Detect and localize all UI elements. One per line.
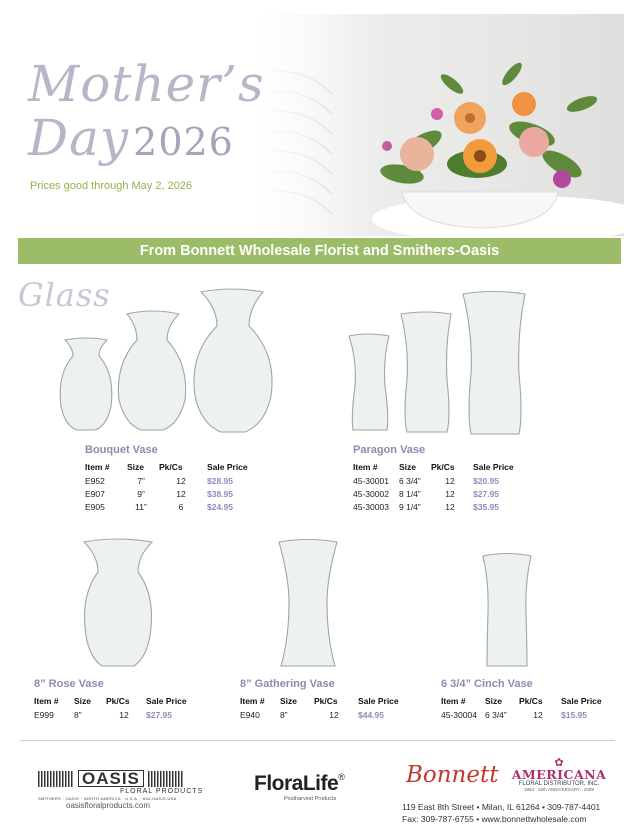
product-cinch-vase <box>441 678 606 723</box>
size-cell: 8 1/4” <box>399 489 421 499</box>
product-table <box>240 696 403 723</box>
price-cell: $28.95 <box>207 476 233 486</box>
col-price: Sale Price <box>358 696 399 706</box>
item-cell: E940 <box>240 710 260 720</box>
floralife-logo-icon: FloraLife <box>254 772 339 795</box>
banner: From Bonnett Wholesale Florist and Smithers-Oasis <box>18 238 621 264</box>
floralife-reg: ® <box>338 772 345 782</box>
address-line2: Fax: 309-787-6755 • www.bonnettwholesale.com <box>402 814 587 824</box>
item-cell: E907 <box>85 489 105 499</box>
col-item: Item # <box>353 462 378 472</box>
price-cell: $20.95 <box>473 476 499 486</box>
item-cell: E952 <box>85 476 105 486</box>
col-price: Sale Price <box>207 462 248 472</box>
col-size: Size <box>485 696 503 706</box>
section-title: Glass <box>18 276 111 314</box>
table-row <box>353 502 518 515</box>
product-name: Bouquet Vase <box>85 444 158 456</box>
americana-wordmark: AMERICANA <box>511 767 607 782</box>
pack-cell: 12 <box>445 476 455 486</box>
bouquet-vase-illustration <box>55 288 285 438</box>
product-paragon-vase <box>353 444 518 515</box>
oasis-logo <box>38 770 238 801</box>
col-pack: Pk/Cs <box>519 696 543 706</box>
col-pack: Pk/Cs <box>314 696 338 706</box>
col-price: Sale Price <box>146 696 187 706</box>
table-row <box>85 476 252 489</box>
item-cell: 45-30002 <box>353 489 389 499</box>
price-cell: $38.95 <box>207 489 233 499</box>
col-pack: Pk/Cs <box>159 462 183 472</box>
product-table <box>441 696 606 723</box>
price-cell: $27.95 <box>473 489 499 499</box>
table-row <box>34 710 191 723</box>
size-cell: 8” <box>280 710 288 720</box>
paragon-vase-illustration <box>345 290 530 440</box>
title-line2: Day <box>28 109 130 167</box>
rose-vase-illustration <box>78 538 158 668</box>
pack-cell: 6 <box>178 502 184 512</box>
item-cell: E999 <box>34 710 54 720</box>
size-cell: 8” <box>74 710 82 720</box>
flower-arrangement-photo <box>262 14 624 236</box>
col-size: Size <box>74 696 92 706</box>
product-table <box>85 462 252 515</box>
product-table <box>34 696 191 723</box>
size-cell: 6 3/4” <box>485 710 507 720</box>
size-cell: 11” <box>135 502 147 512</box>
americana-logo-icon <box>500 756 618 792</box>
item-cell: 45-30004 <box>441 710 477 720</box>
col-item: Item # <box>441 696 466 706</box>
title-year: 2026 <box>133 120 234 164</box>
col-pack: Pk/Cs <box>106 696 130 706</box>
prices-note: Prices good through May 2, 2026 <box>30 180 193 192</box>
floralife-sub: Postharvest Products <box>284 796 337 802</box>
size-cell: 6 3/4” <box>399 476 421 486</box>
price-cell: $24.95 <box>207 502 233 512</box>
oasis-barcode-logo-icon <box>38 771 74 787</box>
price-cell: $35.95 <box>473 502 499 512</box>
table-row <box>353 489 518 502</box>
col-size: Size <box>127 462 145 472</box>
product-name: 8” Gathering Vase <box>240 678 335 690</box>
pack-cell: 12 <box>533 710 543 720</box>
col-item: Item # <box>240 696 265 706</box>
americana-sub: FLORAL DISTRIBUTOR, INC. <box>518 781 600 787</box>
item-cell: E905 <box>85 502 105 512</box>
product-name: Paragon Vase <box>353 444 426 456</box>
pack-cell: 12 <box>176 489 186 499</box>
oasis-tagline: SMITHERS · OASIS · NORTH AMERICA · U.S.A. · 844-OASIS-USA <box>38 796 177 801</box>
americana-flower-icon: ✿ <box>554 757 564 769</box>
item-cell: 45-30001 <box>353 476 389 486</box>
title-line1: Mother’s <box>28 55 265 113</box>
footer-divider <box>20 740 615 741</box>
address-line1: 119 East 8th Street • Milan, IL 61264 • 309-787-4401 <box>402 802 601 812</box>
oasis-wordmark: OASIS <box>78 770 144 787</box>
col-size: Size <box>280 696 298 706</box>
pack-cell: 12 <box>329 710 339 720</box>
table-row <box>240 710 403 723</box>
table-row <box>353 476 518 489</box>
oasis-barcode-logo-icon <box>148 771 184 787</box>
gathering-vase-illustration <box>277 538 339 668</box>
col-price: Sale Price <box>561 696 602 706</box>
page-title <box>28 55 265 167</box>
col-size: Size <box>399 462 417 472</box>
size-cell: 9” <box>137 489 145 499</box>
pack-cell: 12 <box>176 476 186 486</box>
pack-cell: 12 <box>445 502 455 512</box>
floralife-logo <box>254 772 345 802</box>
product-gathering-vase <box>240 678 403 723</box>
col-item: Item # <box>34 696 59 706</box>
pack-cell: 12 <box>119 710 129 720</box>
product-name: 6 3/4” Cinch Vase <box>441 678 533 690</box>
cinch-vase-illustration <box>481 552 533 670</box>
table-row <box>85 502 252 515</box>
table-row <box>441 710 606 723</box>
col-item: Item # <box>85 462 110 472</box>
col-pack: Pk/Cs <box>431 462 455 472</box>
oasis-url[interactable]: oasisfloralproducts.com <box>66 801 151 810</box>
table-row <box>85 489 252 502</box>
col-price: Sale Price <box>473 462 514 472</box>
bonnett-logo-icon: Bonnett <box>406 762 499 788</box>
product-bouquet-vase <box>85 444 252 515</box>
product-name: 8” Rose Vase <box>34 678 104 690</box>
pack-cell: 12 <box>445 489 455 499</box>
size-cell: 9 1/4” <box>399 502 421 512</box>
price-cell: $44.95 <box>358 710 384 720</box>
address-block <box>402 801 600 825</box>
price-cell: $15.95 <box>561 710 587 720</box>
americana-years: 1984 · 25th ANNIVERSARY · 2009 <box>524 787 594 792</box>
product-table <box>353 462 518 515</box>
price-cell: $27.95 <box>146 710 172 720</box>
item-cell: 45-30003 <box>353 502 389 512</box>
product-rose-vase <box>34 678 191 723</box>
size-cell: 7” <box>137 476 145 486</box>
oasis-sub: FLORAL PRODUCTS <box>120 788 204 795</box>
